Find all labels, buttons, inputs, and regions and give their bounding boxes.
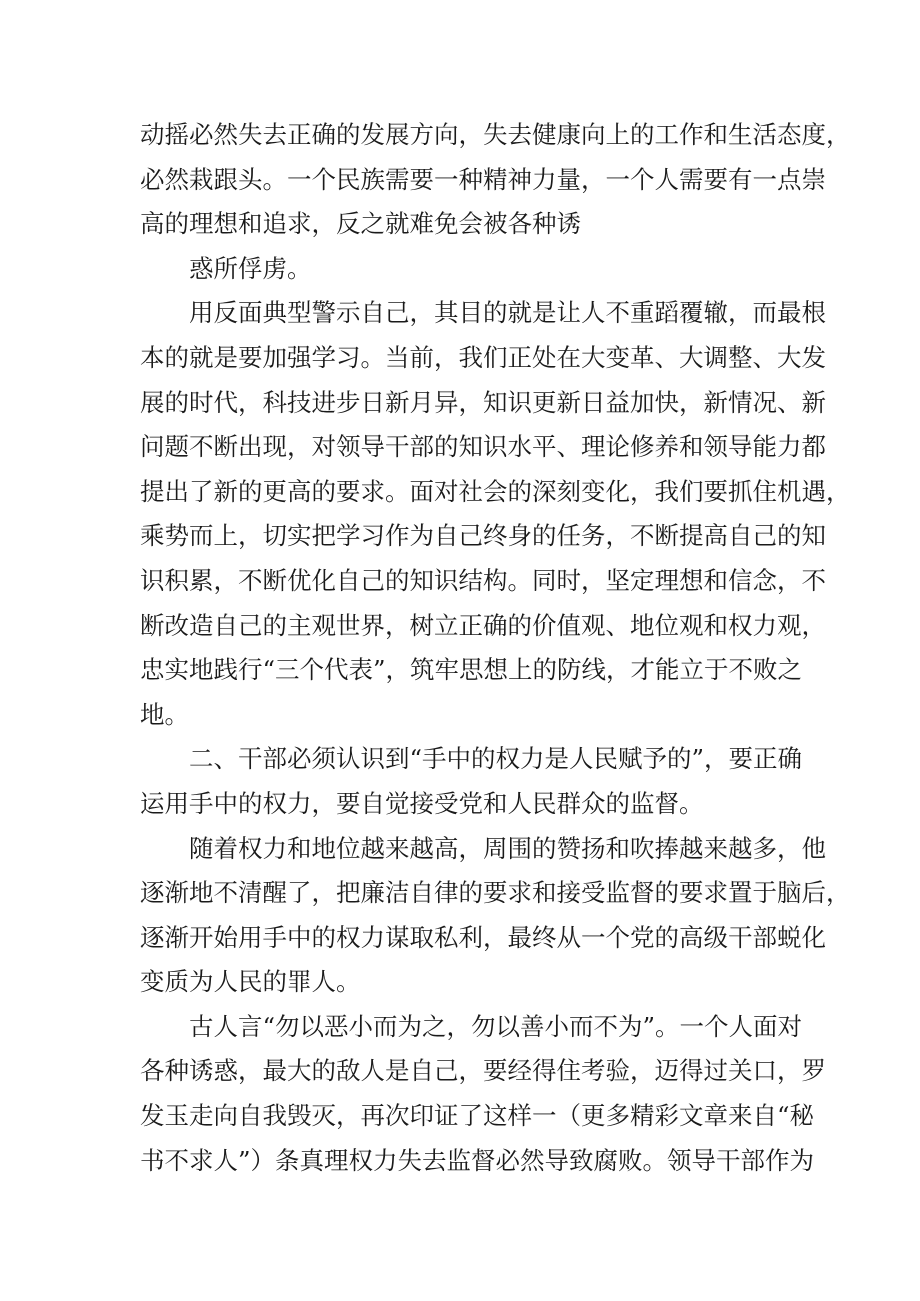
text-line: 高的理想和追求，反之就难免会被各种诱 xyxy=(140,209,581,239)
text-line: 展的时代，科技进步日新月异，知识更新日益加快，新情况、新 xyxy=(140,387,826,417)
text-line: 惑所俘虏。 xyxy=(189,253,312,283)
text-line: 各种诱惑，最大的敌人是自己，要经得住考验，迈得过关口，罗 xyxy=(140,1056,826,1086)
text-line: 提出了新的更高的要求。面对社会的深刻变化，我们要抓住机遇， xyxy=(140,476,851,506)
document-body xyxy=(140,113,851,1183)
text-line: 古人言“勿以恶小而为之，勿以善小而不为”。一个人面对 xyxy=(189,1011,803,1041)
text-line: 逐渐开始用手中的权力谋取私利，最终从一个党的高级干部蜕化 xyxy=(140,922,826,952)
text-line: 乘势而上，切实把学习作为自己终身的任务，不断提高自己的知 xyxy=(140,521,826,551)
text-line: 随着权力和地位越来越高，周围的赞扬和吹捧越来越多，他 xyxy=(189,833,826,863)
text-line: 书不求人”）条真理权力失去监督必然导致腐败。领导干部作为 xyxy=(140,1145,815,1175)
text-line: 运用手中的权力，要自觉接受党和人民群众的监督。 xyxy=(140,788,704,818)
text-line: 二、干部必须认识到“手中的权力是人民赋予的”，要正确 xyxy=(189,744,803,774)
text-line: 地。 xyxy=(140,699,189,729)
text-line: 变质为人民的罪人。 xyxy=(140,967,361,997)
text-line: 忠实地践行“三个代表”，筑牢思想上的防线，才能立于不败之 xyxy=(140,655,803,685)
text-line: 动摇必然失去正确的发展方向，失去健康向上的工作和生活态度， xyxy=(140,120,851,149)
text-line: 问题不断出现，对领导干部的知识水平、理论修养和领导能力都 xyxy=(140,432,826,462)
text-line: 用反面典型警示自己，其目的就是让人不重蹈覆辙，而最根 xyxy=(189,298,826,328)
text-line: 逐渐地不清醒了，把廉洁自律的要求和接受监督的要求置于脑后， xyxy=(140,878,851,908)
text-line: 断改造自己的主观世界，树立正确的价值观、地位观和权力观， xyxy=(140,610,826,640)
text-line: 本的就是要加强学习。当前，我们正处在大变革、大调整、大发 xyxy=(140,342,826,372)
text-line: 必然栽跟头。一个民族需要一种精神力量，一个人需要有一点崇 xyxy=(140,164,826,194)
text-line: 发玉走向自我毁灭，再次印证了这样一（更多精彩文章来自“秘 xyxy=(140,1101,815,1131)
text-line: 识积累，不断优化自己的知识结构。同时，坚定理想和信念，不 xyxy=(140,565,826,595)
